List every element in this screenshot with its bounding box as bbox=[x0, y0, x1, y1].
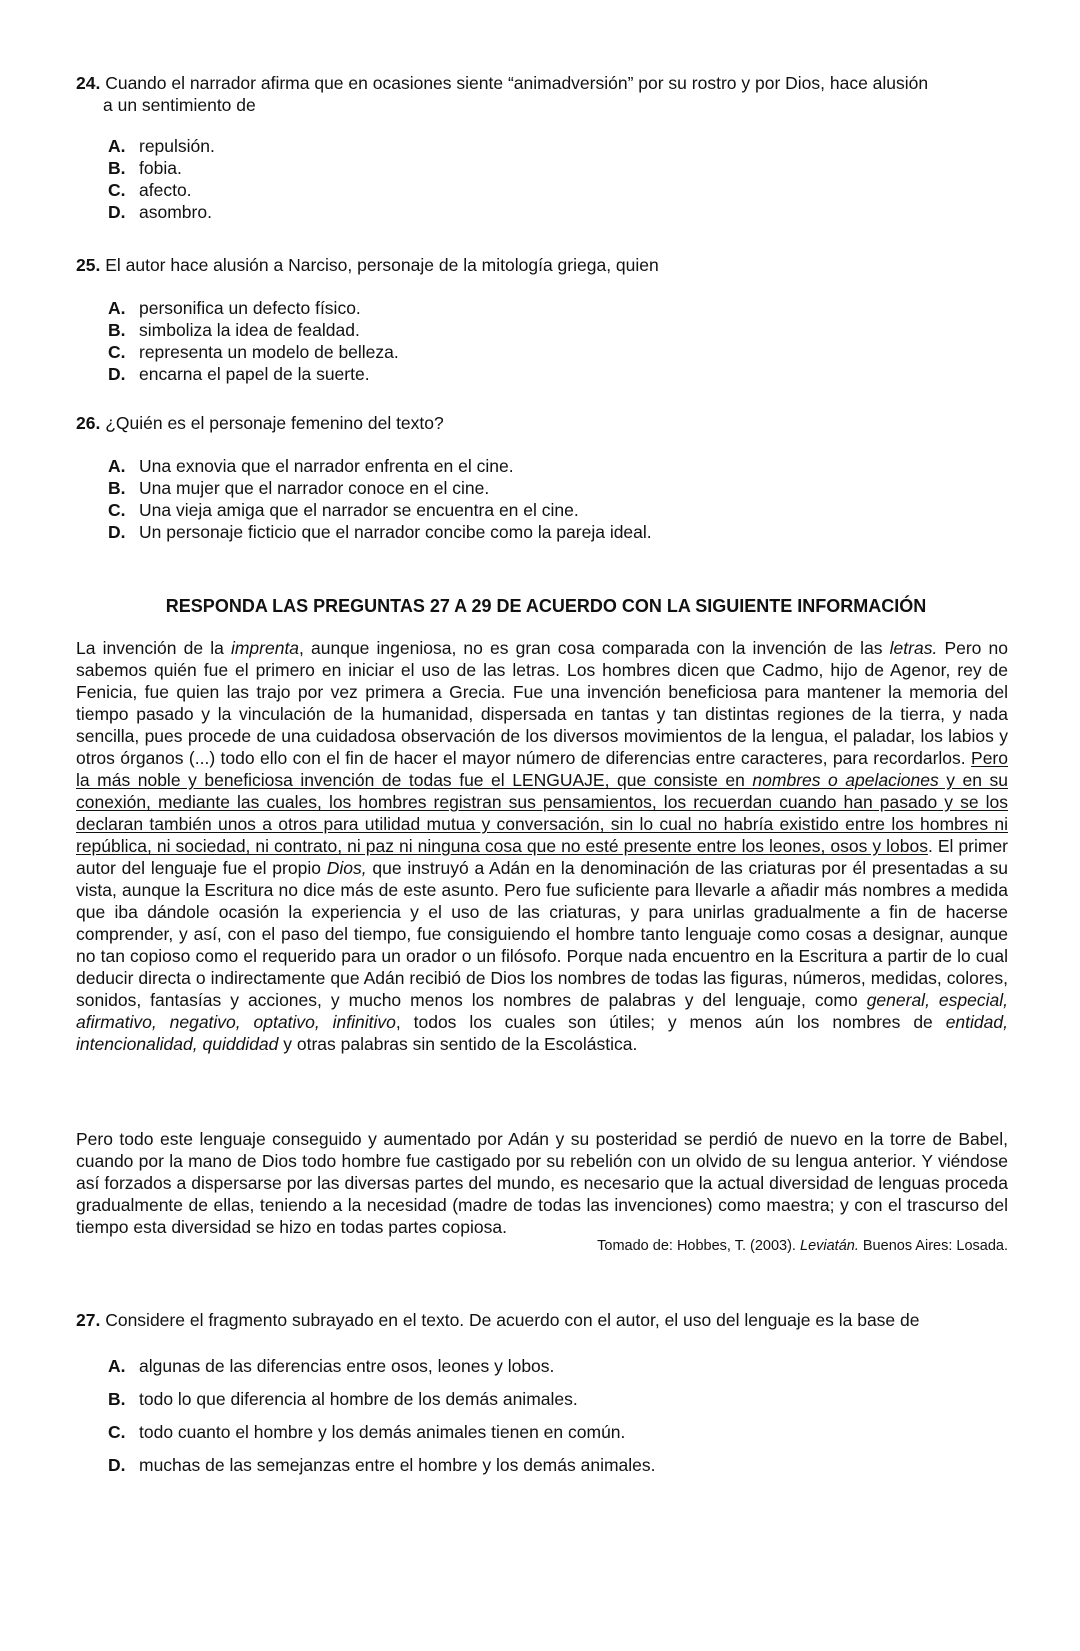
option-letter: B. bbox=[108, 158, 126, 178]
option-b[interactable] bbox=[108, 1383, 656, 1416]
option-letter: B. bbox=[108, 1389, 126, 1409]
option-letter: D. bbox=[108, 364, 126, 384]
option-letter: D. bbox=[108, 522, 126, 542]
option-letter: B. bbox=[108, 320, 126, 340]
section-heading: RESPONDA LAS PREGUNTAS 27 A 29 DE ACUERDO CON LA SIGUIENTE INFORMACIÓN bbox=[165, 596, 927, 616]
option-text: todo cuanto el hombre y los demás animales tienen en común. bbox=[139, 1422, 626, 1442]
passage-italic: general, especial, afirmativo, negativo, optativo, infinitivo bbox=[76, 990, 1008, 1032]
question-number: 25. bbox=[76, 255, 101, 275]
question-number: 27. bbox=[76, 1310, 101, 1330]
passage-text: que instruyó a Adán en la denominación de las criaturas por él presentadas a su vista, aunque la Escritura no dice más de este asunto. Pero fue suficiente para llevarle a añadir más nombres a medida que iba dándole ocasión la experiencia y el uso de las criaturas, y para unirlas gradualmente a fin de hacerse comprender, y así, con el paso del tiempo, fue consiguiendo el hombre tanto lenguaje como cosas a designar, aunque no tan copioso como el requerido para un orador o un filósofo. Porque nada encuentro en la Escritura a partir de lo cual deducir directa o indirectamente que Adán recibió de Dios los nombres de todas las figuras, números, medidas, colores, sonidos, fantasías y acciones, y mucho menos los nombres de palabras y del lenguaje, como bbox=[76, 858, 1008, 1010]
passage-italic: imprenta bbox=[230, 638, 300, 658]
option-letter: C. bbox=[108, 1422, 126, 1442]
option-text: personifica un defecto físico. bbox=[139, 298, 361, 318]
option-text: encarna el papel de la suerte. bbox=[139, 364, 370, 384]
question-27-stem bbox=[76, 1309, 1016, 1331]
option-d[interactable] bbox=[108, 201, 215, 223]
citation-suffix: Buenos Aires: Losada. bbox=[858, 1238, 1008, 1254]
option-c[interactable] bbox=[108, 179, 215, 201]
option-c[interactable] bbox=[108, 341, 399, 363]
passage-italic: entidad, intencionalidad, quiddidad bbox=[76, 1012, 1008, 1054]
passage-paragraph-2: Pero todo este lenguaje conseguido y aumentado por Adán y su posteridad se perdió de nuevo en la torre de Babel, cuando por la mano de Dios todo hombre fue castigado por su rebelión con un olvido de su lengua anterior. Y viéndose así forzados a dispersarse por las diversas partes del mundo, es necesario que la actual diversidad de lenguas proceda gradualmente de ellas, teniendo a la necesidad (madre de todas las invenciones) como maestra; y con el trascurso del tiempo esta diversidad se hizo en todas partes copiosa. bbox=[76, 1129, 1008, 1237]
passage-text: . El primer autor del lenguaje fue el propio bbox=[76, 836, 1008, 878]
passage-paragraph-1 bbox=[76, 637, 1008, 1055]
option-b[interactable] bbox=[108, 157, 215, 179]
option-letter: C. bbox=[108, 180, 126, 200]
question-number: 24. bbox=[76, 73, 101, 93]
option-text: Una exnovia que el narrador enfrenta en el cine. bbox=[139, 456, 514, 476]
option-text: todo lo que diferencia al hombre de los demás animales. bbox=[139, 1389, 578, 1409]
option-text: Una mujer que el narrador conoce en el cine. bbox=[139, 478, 490, 498]
question-text: El autor hace alusión a Narciso, personaje de la mitología griega, quien bbox=[105, 255, 659, 275]
underlined-italic: nombres o apelaciones bbox=[752, 770, 939, 790]
passage-text: y otras palabras sin sentido de la Escolástica. bbox=[278, 1034, 638, 1054]
option-letter: C. bbox=[108, 342, 126, 362]
question-26-options bbox=[108, 455, 652, 543]
option-a[interactable] bbox=[108, 455, 652, 477]
option-text: afecto. bbox=[139, 180, 192, 200]
question-25-stem bbox=[76, 254, 1016, 276]
option-letter: D. bbox=[108, 1455, 126, 1475]
option-letter: A. bbox=[108, 1356, 126, 1376]
option-text: simboliza la idea de fealdad. bbox=[139, 320, 360, 340]
passage-text: , todos los cuales son útiles; y menos aún los nombres de bbox=[395, 1012, 946, 1032]
option-letter: C. bbox=[108, 500, 126, 520]
option-text: asombro. bbox=[139, 202, 212, 222]
passage-text: Pero no sabemos quién fue el primero en iniciar el uso de las letras. Los hombres dicen que Cadmo, hijo de Agenor, rey de Fenicia, fue quien las trajo por vez primera a Grecia. Fue una invención beneficiosa para mantener la memoria del tiempo pasado y la vinculación de la humanidad, dispersada en tantas y tan distintas regiones de la tierra, y nada sencilla, pues procede de una cuidadosa observación de los diversos movimientos de la lengua, el paladar, los labios y otros órganos (...) todo ello con el fin de hacer el mayor número de diferencias entre caracteres, para recordarlos. bbox=[76, 638, 1008, 768]
question-25-options bbox=[108, 297, 399, 385]
option-letter: A. bbox=[108, 298, 126, 318]
option-text: representa un modelo de belleza. bbox=[139, 342, 399, 362]
option-letter: B. bbox=[108, 478, 126, 498]
underlined-fragment: y en su conexión, mediante las cuales, los hombres registran sus pensamientos, los recuerdan cuando han pasado y se los declaran también unos a otros para utilidad mutua y conversación, sin lo cual no habría existido entre los hombres ni república, ni sociedad, ni contrato, ni paz ni ninguna cosa que no esté presente entre los leones, osos y lobos bbox=[76, 770, 1008, 856]
option-c[interactable] bbox=[108, 499, 652, 521]
option-a[interactable] bbox=[108, 135, 215, 157]
option-d[interactable] bbox=[108, 521, 652, 543]
option-a[interactable] bbox=[108, 1350, 656, 1383]
passage-italic: Dios, bbox=[326, 858, 367, 878]
question-24-options bbox=[108, 135, 215, 223]
option-b[interactable] bbox=[108, 477, 652, 499]
option-c[interactable] bbox=[108, 1416, 656, 1449]
option-text: fobia. bbox=[139, 158, 182, 178]
passage-italic: letras. bbox=[889, 638, 938, 658]
source-citation bbox=[597, 1237, 1008, 1255]
question-number: 26. bbox=[76, 413, 101, 433]
option-letter: D. bbox=[108, 202, 126, 222]
option-letter: A. bbox=[108, 456, 126, 476]
option-text: algunas de las diferencias entre osos, leones y lobos. bbox=[139, 1356, 555, 1376]
option-text: muchas de las semejanzas entre el hombre y los demás animales. bbox=[139, 1455, 656, 1475]
question-text: ¿Quién es el personaje femenino del texto? bbox=[105, 413, 444, 433]
citation-prefix: Tomado de: Hobbes, T. (2003). bbox=[597, 1238, 800, 1254]
question-26-stem bbox=[76, 412, 1016, 434]
option-text: Un personaje ficticio que el narrador concibe como la pareja ideal. bbox=[139, 522, 652, 542]
question-text: Cuando el narrador afirma que en ocasiones siente “animadversión” por su rostro y por Dios, hace alusión bbox=[105, 73, 929, 93]
passage-text: La invención de la bbox=[76, 638, 231, 658]
citation-title: Leviatán. bbox=[800, 1238, 859, 1254]
option-d[interactable] bbox=[108, 1449, 656, 1482]
option-a[interactable] bbox=[108, 297, 399, 319]
option-letter: A. bbox=[108, 136, 126, 156]
option-d[interactable] bbox=[108, 363, 399, 385]
underlined-fragment: Pero la más noble y beneficiosa invención de todas fue el LENGUAJE, que consiste en bbox=[76, 748, 1008, 790]
question-27-options bbox=[108, 1350, 656, 1482]
passage-text: , aunque ingeniosa, no es gran cosa comparada con la invención de las bbox=[299, 638, 890, 658]
question-text-continued: a un sentimiento de bbox=[103, 95, 256, 115]
question-24-stem bbox=[76, 72, 1016, 116]
option-text: Una vieja amiga que el narrador se encuentra en el cine. bbox=[139, 500, 579, 520]
question-text: Considere el fragmento subrayado en el texto. De acuerdo con el autor, el uso del lenguaje es la base de bbox=[105, 1310, 920, 1330]
option-b[interactable] bbox=[108, 319, 399, 341]
option-text: repulsión. bbox=[139, 136, 215, 156]
